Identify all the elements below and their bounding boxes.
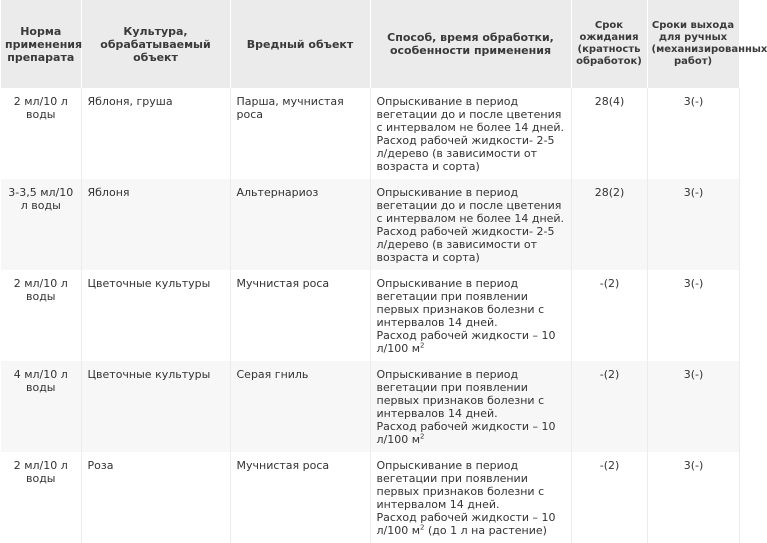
- cell-culture: Яблоня: [81, 179, 230, 270]
- table-row: [1, 361, 739, 452]
- header-pest: Вредный объект: [230, 0, 370, 88]
- cell-culture: Цветочные культуры: [81, 361, 230, 452]
- cell-method: [370, 452, 571, 543]
- cell-pest: Альтернариоз: [230, 179, 370, 270]
- method-text: Опрыскивание в период вегетации до и после цветения с интервалом не более 14 дней.: [376, 95, 565, 134]
- cell-waiting: 28(2): [571, 179, 647, 270]
- method-text: Опрыскивание в период вегетации до и после цветения с интервалом не более 14 дней.: [376, 186, 565, 225]
- cell-culture: Яблоня, груша: [81, 88, 230, 179]
- method-text: Опрыскивание в период вегетации при появлении первых признаков болезни с интервалом 14 дней.: [376, 459, 545, 511]
- cell-waiting: -(2): [571, 361, 647, 452]
- table-row: [1, 270, 739, 361]
- method-consumption: Расход рабочей жидкости- 2-5 л/дерево (в зависимости от возраста и сорта): [376, 225, 555, 264]
- method-consumption: [377, 420, 566, 446]
- superscript: 2: [420, 432, 425, 441]
- cell-exit: 3(-): [647, 452, 739, 543]
- cell-waiting: -(2): [571, 270, 647, 361]
- cell-exit: 3(-): [647, 270, 739, 361]
- cell-exit: 3(-): [647, 179, 739, 270]
- cell-pest: Мучнистая роса: [230, 270, 370, 361]
- cell-method: [370, 361, 571, 452]
- header-waiting: Срок ожидания (кратность обработок): [571, 0, 647, 88]
- table-row: [1, 452, 739, 543]
- cell-waiting: -(2): [571, 452, 647, 543]
- method-consumption: Расход рабочей жидкости- 2-5 л/дерево (в зависимости от возраста и сорта): [376, 134, 555, 173]
- cell-culture: Цветочные культуры: [81, 270, 230, 361]
- cell-exit: 3(-): [647, 361, 739, 452]
- superscript: 2: [420, 523, 425, 532]
- cell-waiting: 28(4): [571, 88, 647, 179]
- cell-pest: Серая гниль: [230, 361, 370, 452]
- cell-norm: 2 мл/10 л воды: [1, 270, 81, 361]
- cell-culture: Роза: [81, 452, 230, 543]
- table-row: [1, 179, 739, 270]
- method-consumption-text: Расход рабочей жидкости – 10 л/100 м: [376, 420, 556, 446]
- header-exit: Сроки выхода для ручных (механизированных работ): [647, 0, 739, 88]
- cell-norm: 2 мл/10 л воды: [1, 88, 81, 179]
- table-row: [1, 88, 739, 179]
- table-header-row: [1, 0, 739, 88]
- method-consumption-text: Расход рабочей жидкости – 10 л/100 м: [376, 329, 556, 355]
- method-consumption: [377, 511, 566, 537]
- cell-pest: Мучнистая роса: [230, 452, 370, 543]
- cell-norm: 3-3,5 мл/10 л воды: [1, 179, 81, 270]
- cell-exit: 3(-): [647, 88, 739, 179]
- header-culture: Культура, обрабатываемый объект: [81, 0, 230, 88]
- cell-pest: Парша, мучнистая роса: [230, 88, 370, 179]
- method-text: Опрыскивание в период вегетации при появлении первых признаков болезни с интервалов 14 дней.: [376, 277, 545, 329]
- method-consumption-text: Расход рабочей жидкости – 10 л/100 м: [376, 511, 556, 537]
- cell-method: [370, 270, 571, 361]
- cell-method: [370, 88, 571, 179]
- method-consumption-tail: (до 1 л на растение): [424, 524, 547, 537]
- cell-norm: 2 мл/10 л воды: [1, 452, 81, 543]
- header-norm: Норма применения препарата: [1, 0, 81, 88]
- method-consumption: [377, 329, 566, 355]
- superscript: 2: [420, 341, 425, 350]
- pesticide-application-table: [1, 0, 767, 543]
- method-text: Опрыскивание в период вегетации при появлении первых признаков болезни с интервалов 14 дней.: [376, 368, 545, 420]
- cell-norm: 4 мл/10 л воды: [1, 361, 81, 452]
- cell-method: [370, 179, 571, 270]
- header-method: Способ, время обработки, особенности применения: [370, 0, 571, 88]
